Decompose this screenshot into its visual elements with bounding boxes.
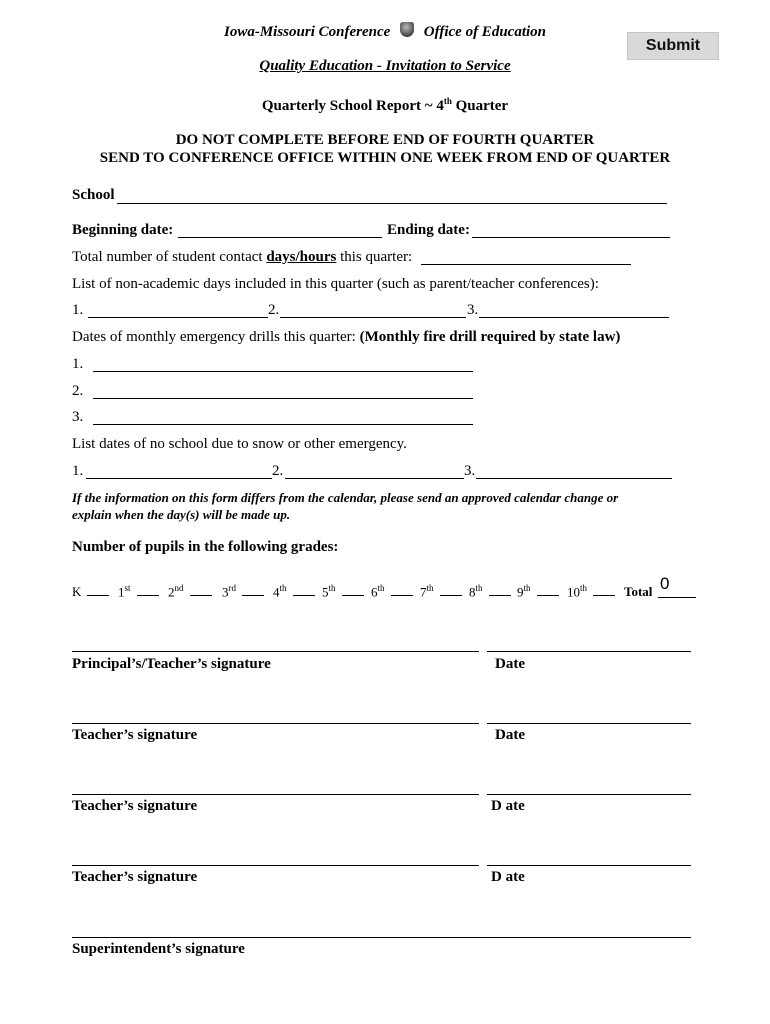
contact-days-text: Total number of student contact bbox=[72, 249, 267, 265]
teacher-date-line-1[interactable] bbox=[487, 723, 691, 724]
grade-3 bbox=[222, 583, 272, 600]
grade-label-sup: th bbox=[279, 583, 287, 593]
drill-field-3[interactable] bbox=[93, 424, 473, 425]
grade-label-sup: rd bbox=[228, 583, 236, 593]
grade-7 bbox=[420, 583, 470, 600]
contact-days-suffix: this quarter: bbox=[336, 249, 413, 265]
snow-field-1[interactable] bbox=[86, 478, 272, 479]
grade-label: 2 bbox=[168, 584, 175, 600]
report-title-text: Quarterly School Report ~ 4 bbox=[261, 98, 444, 114]
report-title-suffix: Quarter bbox=[451, 98, 509, 114]
drill-num-1: 1. bbox=[72, 356, 84, 372]
ending-date-field[interactable] bbox=[472, 237, 670, 238]
notice-line-2: SEND TO CONFERENCE OFFICE WITHIN ONE WEEK FROM END OF QUARTER bbox=[99, 150, 671, 166]
grade-label-sup: st bbox=[124, 583, 131, 593]
superintendent-signature-line[interactable] bbox=[72, 937, 691, 938]
grade-label: 5 bbox=[322, 584, 329, 600]
notice-line-1: DO NOT COMPLETE BEFORE END OF FOURTH QUARTER bbox=[175, 132, 595, 148]
office-name: Office of Education bbox=[423, 24, 546, 40]
report-title-sup: th bbox=[443, 96, 452, 106]
grade-1 bbox=[118, 583, 167, 600]
grade-count-field[interactable] bbox=[293, 583, 315, 596]
non-academic-num-3: 3. bbox=[467, 302, 479, 318]
grade-label: 8 bbox=[469, 584, 476, 600]
snow-days-label: List dates of no school due to snow or other emergency. bbox=[72, 436, 407, 452]
beginning-date-field[interactable] bbox=[178, 237, 382, 238]
grade-10 bbox=[567, 583, 623, 600]
drill-field-1[interactable] bbox=[93, 371, 473, 372]
teacher-signature-label-3: Teacher’s signature bbox=[72, 869, 198, 885]
teacher-signature-line-3[interactable] bbox=[72, 865, 479, 866]
calendar-note-line-2: explain when the day(s) will be made up. bbox=[72, 507, 291, 522]
drill-field-2[interactable] bbox=[93, 398, 473, 399]
grade-label: 6 bbox=[371, 584, 378, 600]
conference-crest-icon bbox=[400, 22, 414, 37]
total-value: 0 bbox=[660, 574, 670, 593]
snow-num-1: 1. bbox=[72, 463, 84, 479]
submit-button[interactable]: Submit bbox=[627, 32, 719, 60]
drills-label bbox=[72, 329, 620, 346]
grade-9 bbox=[517, 583, 567, 600]
grade-4 bbox=[273, 583, 323, 600]
principal-date-label: Date bbox=[495, 656, 525, 672]
motto bbox=[0, 58, 770, 75]
grade-count-field[interactable] bbox=[391, 583, 413, 596]
drill-num-3: 3. bbox=[72, 409, 84, 425]
grade-label-sup: th bbox=[475, 583, 483, 593]
grade-label-sup: th bbox=[580, 583, 588, 593]
grade-label: 10 bbox=[567, 584, 580, 600]
teacher-signature-label-2: Teacher’s signature bbox=[72, 798, 198, 814]
grade-count-field[interactable] bbox=[489, 583, 511, 596]
grade-count-field[interactable] bbox=[242, 583, 264, 596]
grade-5 bbox=[322, 583, 372, 600]
grade-k bbox=[72, 583, 117, 600]
grade-count-field[interactable] bbox=[87, 583, 109, 596]
school-label: School bbox=[72, 187, 115, 203]
non-academic-field-2[interactable] bbox=[280, 317, 466, 318]
grade-label: K bbox=[72, 584, 82, 599]
total-label: Total bbox=[624, 584, 653, 599]
non-academic-num-2: 2. bbox=[268, 302, 280, 318]
total-field[interactable] bbox=[660, 574, 696, 594]
contact-days-emphasis: days/hours bbox=[266, 249, 337, 265]
org-name: Iowa-Missouri Conference bbox=[224, 24, 391, 40]
motto-text: Quality Education - Invitation to Service bbox=[259, 58, 511, 74]
grade-label: 4 bbox=[273, 584, 280, 600]
principal-date-line[interactable] bbox=[487, 651, 691, 652]
snow-field-2[interactable] bbox=[285, 478, 464, 479]
teacher-date-line-2[interactable] bbox=[487, 794, 691, 795]
beginning-date-label: Beginning date: bbox=[72, 222, 174, 238]
grade-label: 9 bbox=[517, 584, 524, 600]
grade-label: 1 bbox=[118, 584, 125, 600]
snow-field-3[interactable] bbox=[476, 478, 672, 479]
non-academic-num-1: 1. bbox=[72, 302, 84, 318]
teacher-signature-line-2[interactable] bbox=[72, 794, 479, 795]
drills-requirement: (Monthly fire drill required by state law) bbox=[359, 329, 621, 345]
contact-days-field[interactable] bbox=[421, 264, 631, 265]
contact-days-label bbox=[72, 249, 412, 266]
non-academic-label: List of non-academic days included in this quarter (such as parent/teacher conferences): bbox=[72, 276, 599, 292]
grade-label-sup: nd bbox=[174, 583, 184, 593]
grade-count-field[interactable] bbox=[440, 583, 462, 596]
grade-count-field[interactable] bbox=[537, 583, 559, 596]
teacher-date-label-3: D ate bbox=[491, 869, 525, 885]
grade-count-field[interactable] bbox=[342, 583, 364, 596]
teacher-signature-line-1[interactable] bbox=[72, 723, 479, 724]
teacher-date-label-1: Date bbox=[495, 727, 525, 743]
superintendent-signature-label: Superintendent’s signature bbox=[72, 941, 245, 957]
school-field[interactable] bbox=[117, 203, 667, 204]
grade-2 bbox=[168, 583, 220, 600]
total-underline bbox=[658, 597, 696, 598]
drills-text: Dates of monthly emergency drills this quarter: bbox=[72, 329, 360, 345]
non-academic-field-3[interactable] bbox=[479, 317, 669, 318]
grade-count-field[interactable] bbox=[137, 583, 159, 596]
grade-6 bbox=[371, 583, 421, 600]
principal-signature-label: Principal’s/Teacher’s signature bbox=[72, 656, 271, 672]
teacher-date-line-3[interactable] bbox=[487, 865, 691, 866]
teacher-signature-label-1: Teacher’s signature bbox=[72, 727, 198, 743]
grade-count-field[interactable] bbox=[190, 583, 212, 596]
grade-label-sup: th bbox=[328, 583, 336, 593]
principal-signature-line[interactable] bbox=[72, 651, 479, 652]
snow-num-2: 2. bbox=[272, 463, 284, 479]
drill-num-2: 2. bbox=[72, 383, 84, 399]
pupils-heading: Number of pupils in the following grades: bbox=[72, 539, 339, 555]
non-academic-field-1[interactable] bbox=[88, 317, 268, 318]
report-title bbox=[0, 96, 770, 115]
teacher-date-label-2: D ate bbox=[491, 798, 525, 814]
grade-8 bbox=[469, 583, 519, 600]
grade-count-field[interactable] bbox=[593, 583, 615, 596]
snow-num-3: 3. bbox=[464, 463, 476, 479]
grade-label-sup: th bbox=[377, 583, 385, 593]
grade-label: 7 bbox=[420, 584, 427, 600]
grade-label-sup: th bbox=[426, 583, 434, 593]
calendar-note-line-1: If the information on this form differs from the calendar, please send an approved calendar change or bbox=[72, 490, 619, 505]
grade-label: 3 bbox=[222, 584, 229, 600]
grade-label-sup: th bbox=[523, 583, 531, 593]
ending-date-label: Ending date: bbox=[387, 222, 470, 238]
